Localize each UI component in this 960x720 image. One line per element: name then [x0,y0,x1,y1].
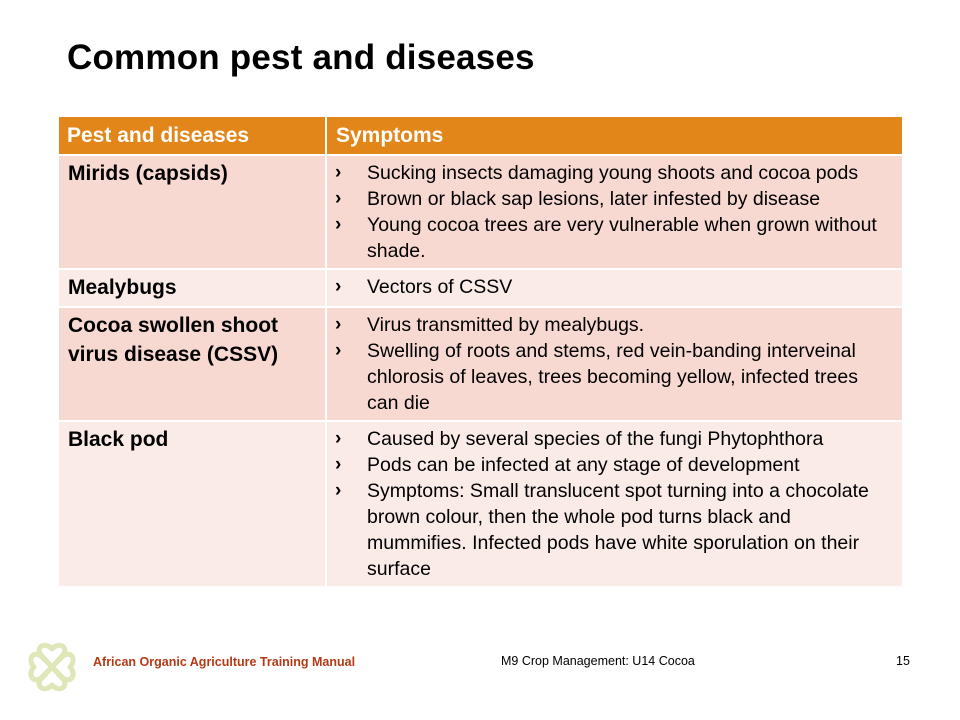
bullet-chevron-icon: › [335,340,342,361]
symptoms-list [335,426,894,582]
footer-module: M9 Crop Management: U14 Cocoa [501,654,695,668]
symptoms-cell [327,270,902,306]
list-item [335,212,894,264]
pest-name: Cocoa swollen shoot virus disease (CSSV) [59,308,325,420]
list-item [335,312,894,338]
symptoms-list [335,274,894,300]
bullet-chevron-icon: › [335,276,342,297]
four-petal-knot-logo-icon [27,641,77,693]
symptoms-list [335,160,894,264]
bullet-chevron-icon: › [335,428,342,449]
list-item [335,338,894,416]
list-item [335,452,894,478]
footer-page-number: 15 [896,654,910,668]
table-row [59,422,902,586]
slide-title: Common pest and diseases [67,38,535,77]
symptom-text: Young cocoa trees are very vulnerable when grown without shade. [367,214,877,262]
header-symptoms: Symptoms [327,117,902,154]
symptom-text: Vectors of CSSV [367,276,513,298]
list-item [335,274,894,300]
pest-name: Mirids (capsids) [59,156,325,268]
footer-manual-title: African Organic Agriculture Training Manual [93,655,356,669]
symptoms-list [335,312,894,416]
pest-table [57,115,904,588]
symptom-text: Virus transmitted by mealybugs. [367,314,645,336]
table-body [59,156,902,586]
symptom-text: Caused by several species of the fungi Phytophthora [367,428,824,450]
bullet-chevron-icon: › [335,162,342,183]
list-item [335,160,894,186]
table-row [59,156,902,268]
table-row [59,270,902,306]
bullet-chevron-icon: › [335,314,342,335]
symptom-text: Brown or black sap lesions, later infested by disease [367,188,821,210]
symptom-text: Swelling of roots and stems, red vein-banding interveinal chlorosis of leaves, trees becoming yellow, infected trees can die [367,340,858,414]
list-item [335,186,894,212]
pest-name: Black pod [59,422,325,586]
symptom-text: Sucking insects damaging young shoots and cocoa pods [367,162,859,184]
table-row [59,308,902,420]
bullet-chevron-icon: › [335,214,342,235]
bullet-chevron-icon: › [335,188,342,209]
list-item [335,478,894,582]
symptoms-cell [327,156,902,268]
pest-name: Mealybugs [59,270,325,306]
table-header-row [59,117,902,154]
symptoms-cell [327,308,902,420]
bullet-chevron-icon: › [335,480,342,501]
symptom-text: Pods can be infected at any stage of development [367,454,800,476]
list-item [335,426,894,452]
bullet-chevron-icon: › [335,454,342,475]
symptom-text: Symptoms: Small translucent spot turning into a chocolate brown colour, then the whole pod turns black and mummifies. Infected pods have white sporulation on their surface [367,480,869,580]
symptoms-cell [327,422,902,586]
header-pest: Pest and diseases [59,117,325,154]
